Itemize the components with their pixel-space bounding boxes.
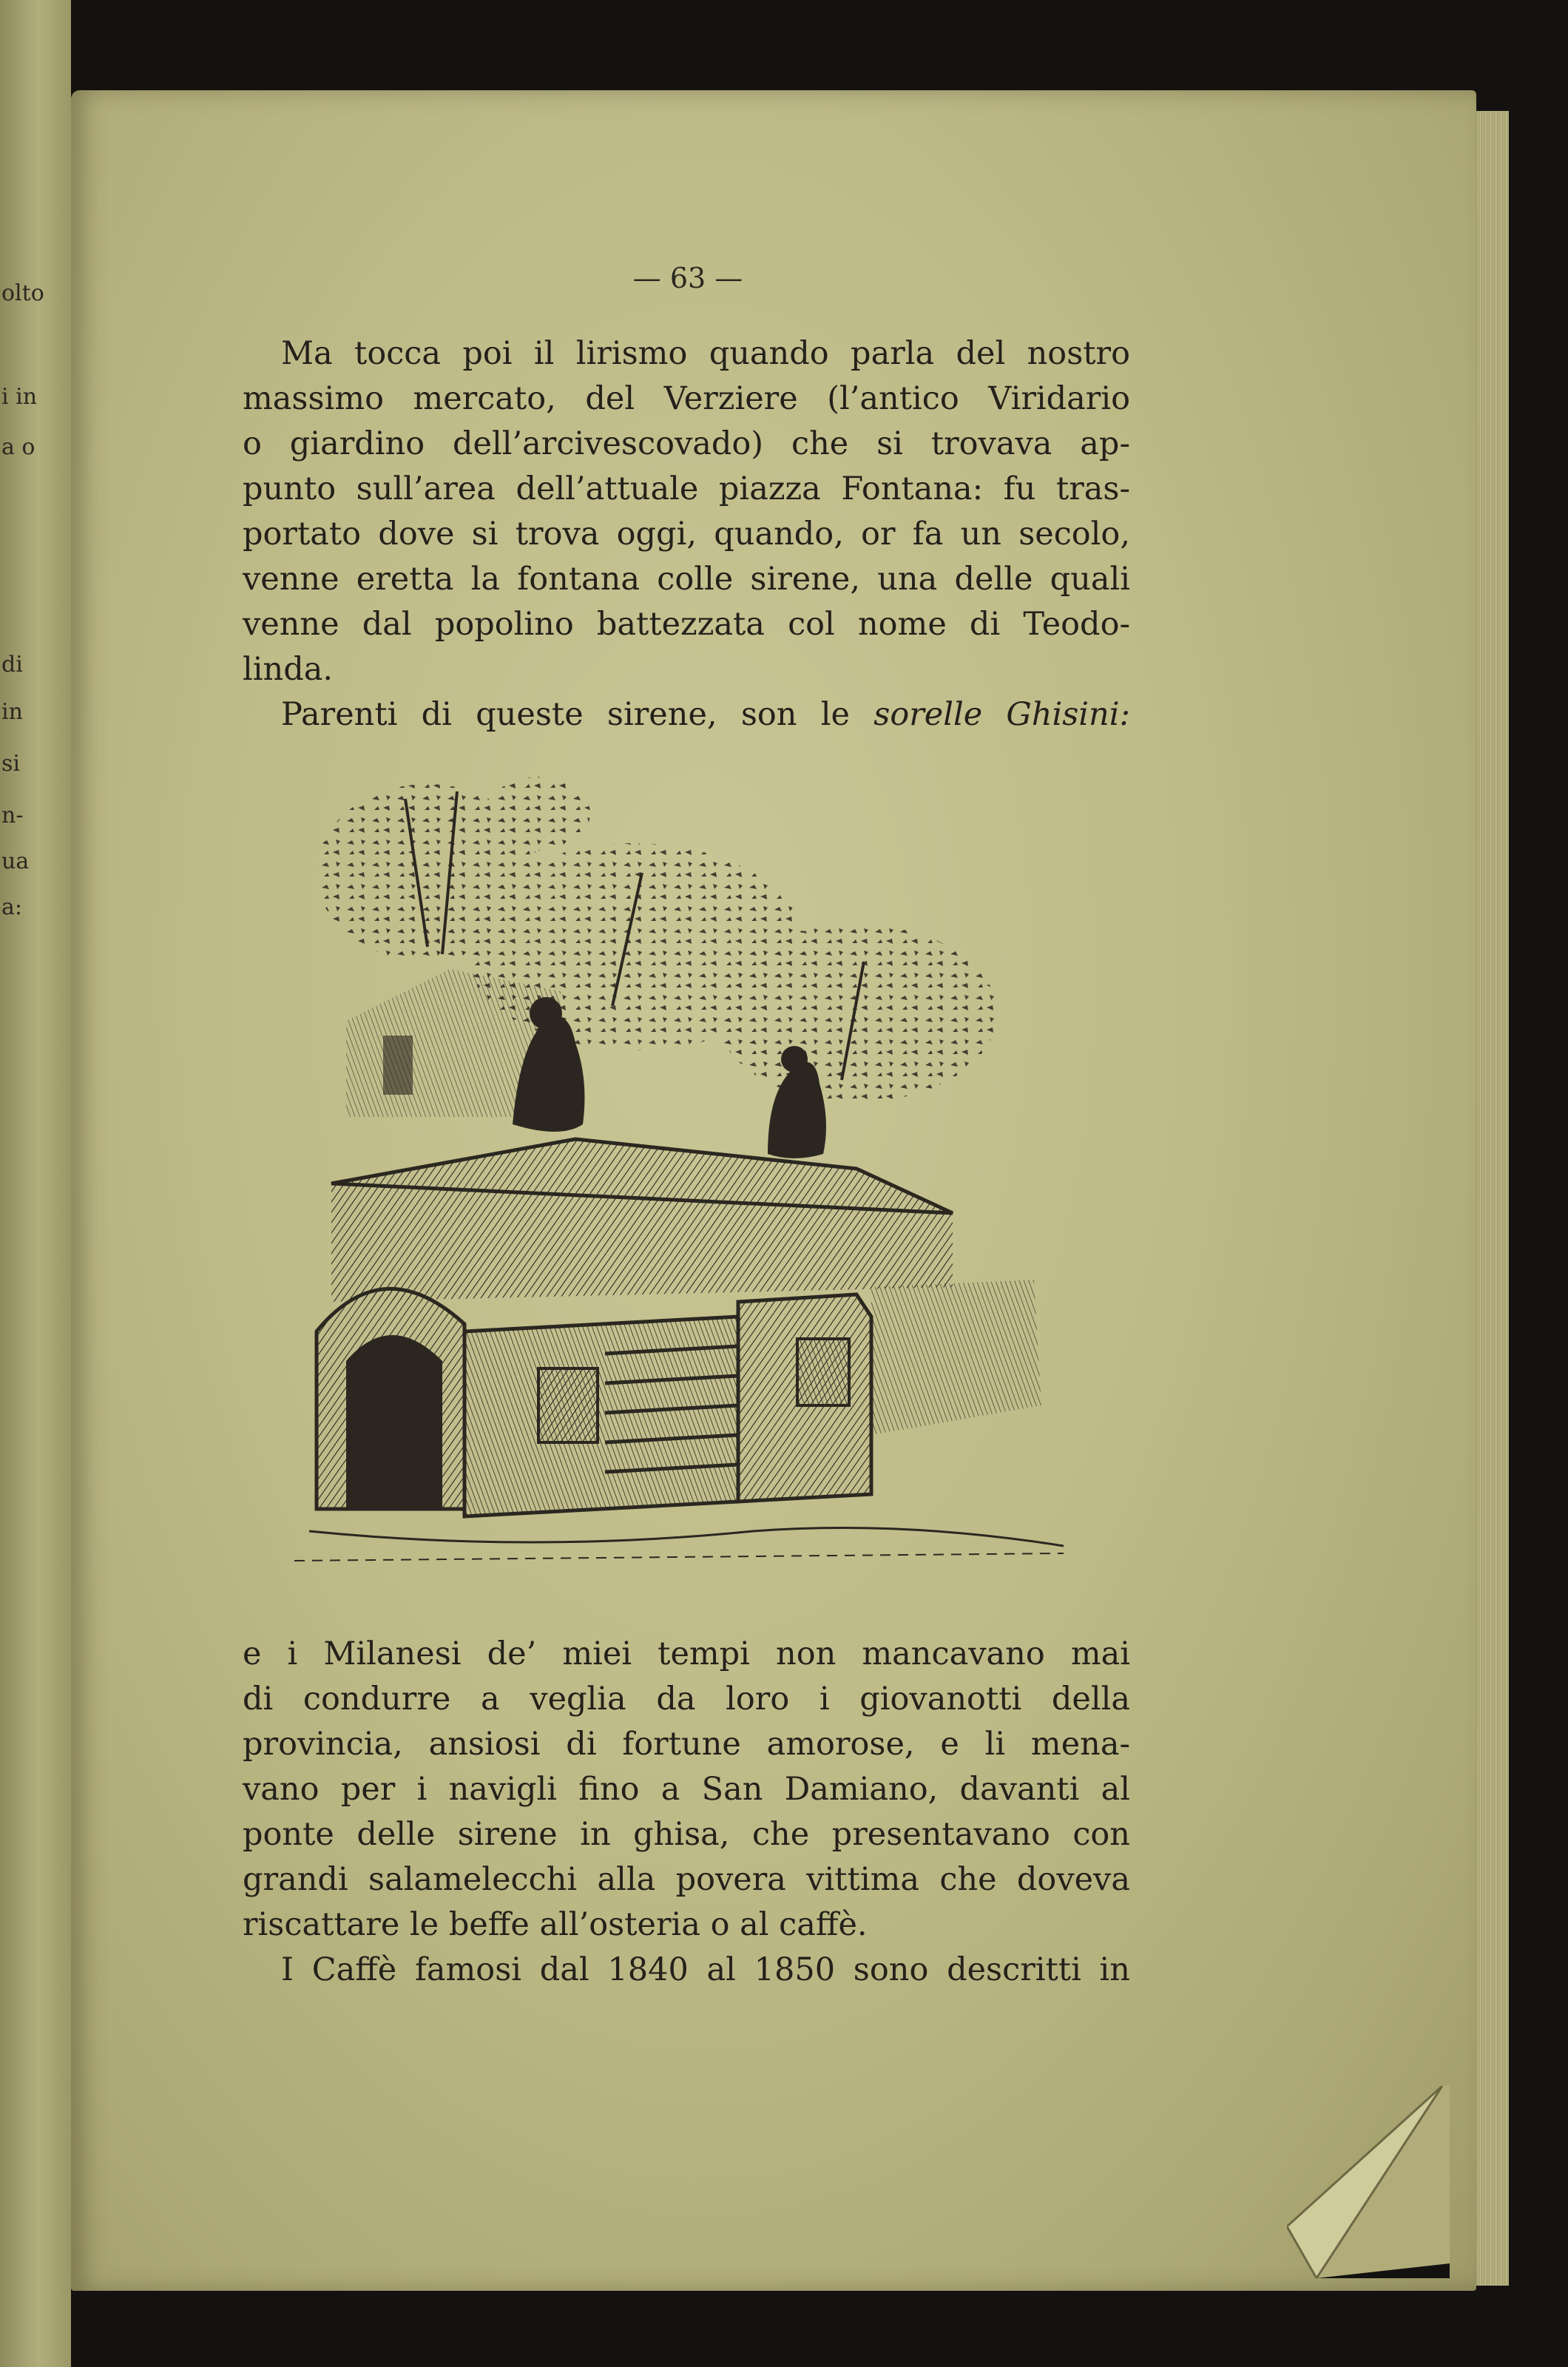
previous-page-edge bbox=[0, 0, 71, 2367]
page-number: — 63 — bbox=[632, 262, 743, 294]
paragraph-4: I Caffè famosi dal 1840 al 1850 sono descritti in bbox=[281, 1951, 1130, 1988]
text-line: portato dove si trova oggi, quando, or fa un secolo, bbox=[243, 516, 1130, 553]
margin-fragment: olto bbox=[1, 280, 44, 306]
text-line: grandi salamelecchi alla povera vittima che doveva bbox=[243, 1861, 1130, 1898]
text-line: provincia, ansiosi di fortune amorose, e li mena- bbox=[243, 1726, 1130, 1763]
folded-corner bbox=[1287, 2086, 1450, 2278]
paragraph-1 bbox=[243, 331, 1130, 737]
text-line: e i Milanesi de’ miei tempi non mancavano mai bbox=[243, 1635, 1130, 1672]
text-line: linda. bbox=[243, 651, 334, 688]
text-line: venne eretta la fontana colle sirene, una delle quali bbox=[243, 561, 1130, 598]
text-line: vano per i navigli fino a San Damiano, davanti al bbox=[243, 1771, 1130, 1808]
margin-fragment: si bbox=[1, 751, 20, 777]
paragraph-2 bbox=[243, 692, 1130, 737]
text-line: di condurre a veglia da loro i giovanotti della bbox=[243, 1681, 1130, 1718]
paragraph-3 bbox=[243, 1632, 1130, 1993]
fountain-engraving bbox=[294, 769, 1064, 1590]
page-stack-edges bbox=[1472, 111, 1509, 2286]
margin-fragment: n- bbox=[1, 803, 24, 828]
text-line: o giardino dell’arcivescovado) che si trovava ap- bbox=[243, 425, 1130, 462]
text-line: Ma tocca poi il lirismo quando parla del nostro bbox=[281, 335, 1130, 372]
paragraph-2-italic: sorelle Ghisini: bbox=[873, 696, 1130, 733]
text-line: riscattare le beffe all’osteria o al caffè. bbox=[243, 1906, 868, 1943]
text-line: massimo mercato, del Verziere (l’antico Viridario bbox=[243, 380, 1130, 417]
text-line: ponte delle sirene in ghisa, che presentavano con bbox=[243, 1816, 1130, 1853]
margin-fragment: ua bbox=[1, 848, 30, 874]
margin-fragment: in bbox=[1, 699, 23, 725]
margin-fragment: a: bbox=[1, 894, 22, 920]
margin-fragment: a o bbox=[1, 434, 36, 460]
text-line: punto sull’area dell’attuale piazza Fontana: fu tras- bbox=[243, 470, 1130, 507]
text-line: venne dal popolino battezzata col nome di Teodo- bbox=[243, 606, 1130, 643]
paragraph-2-text: Parenti di queste sirene, son le bbox=[281, 696, 850, 733]
margin-fragment: di bbox=[1, 652, 23, 678]
margin-fragment: i in bbox=[1, 384, 38, 410]
